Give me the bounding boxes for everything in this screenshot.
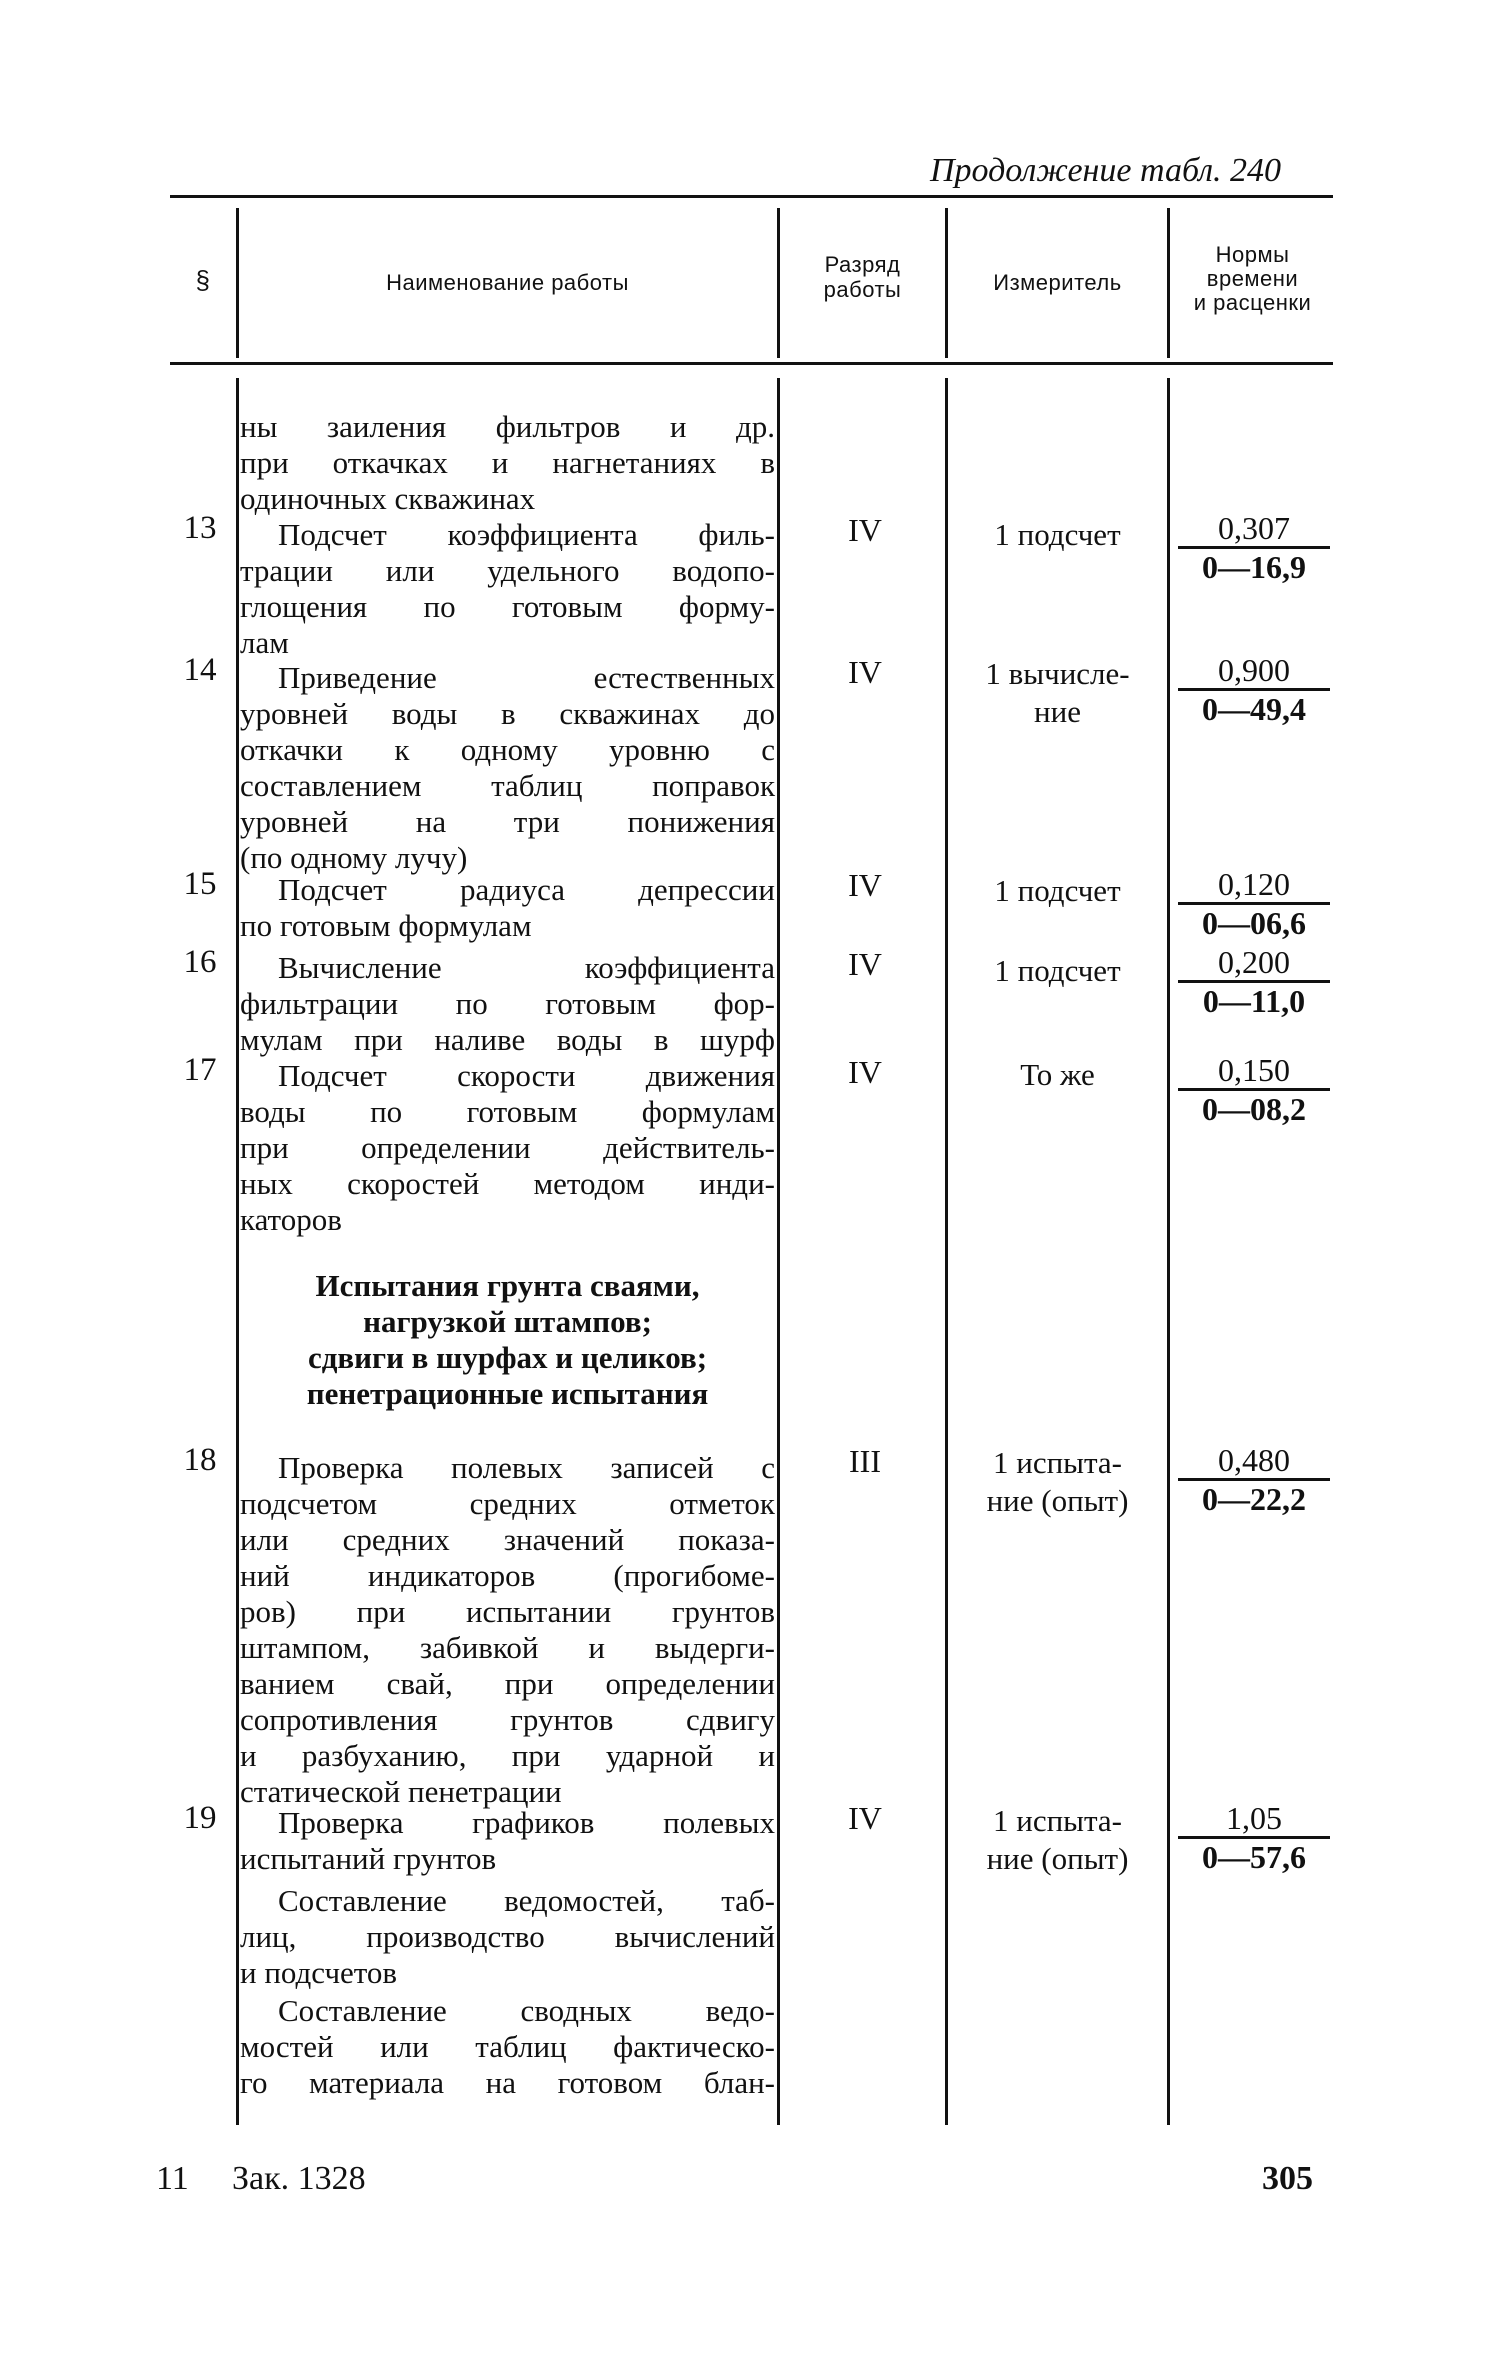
row-16-measure [950,952,1165,990]
row-13-grade: IV [848,512,882,548]
row-14-measure [950,655,1165,731]
row-15-grade: IV [848,867,882,903]
desc-line: Составление сводных ведо- [278,1993,775,2028]
desc-line: лиц, производство вычислений [240,1919,775,1954]
desc-line: ны заиления фильтров и др. [240,409,775,444]
time-norm: 1,05 [1226,1800,1282,1836]
desc-line: лам [240,625,289,660]
measure-line-1: 1 подсчет [994,517,1121,552]
row-19-norm [1178,1800,1330,1875]
measure-line-2: ние [1034,694,1081,729]
measure-line-1: 1 вычисле- [985,656,1130,691]
desc-line: составлением таблиц поправок [240,768,775,803]
header-measure: Измеритель [993,270,1122,295]
desc-line: фильтрации по готовым фор- [240,986,775,1021]
desc-line: при определении действитель- [240,1130,775,1165]
measure-line-2: ние (опыт) [986,1483,1129,1518]
header-work-name: Наименование работы [386,270,629,295]
desc-line: уровней на три понижения [240,804,775,839]
row-15-description [240,872,775,944]
desc-line: по готовым формулам [240,908,532,943]
desc-line: ванием свай, при определении [240,1666,775,1701]
body-divider-1 [236,378,239,2125]
footer-sheet-number: 11 [156,2160,189,2197]
rate-value: 0—06,6 [1178,902,1330,941]
measure-line-1: 1 подсчет [994,953,1121,988]
row-19-number: 19 [183,1800,217,1836]
row-15-number: 15 [183,866,217,902]
continuation-caption: Продолжение табл. 240 [930,152,1282,189]
desc-line: ний индикаторов (прогибоме- [240,1558,775,1593]
time-norm: 0,120 [1218,866,1290,902]
time-norm: 0,307 [1218,510,1290,546]
desc-line: штампом, забивкой и выдерги- [240,1630,775,1665]
row-19-summary-description [240,1993,775,2101]
row-19-measure [950,1802,1165,1878]
row-14-norm [1178,652,1330,727]
desc-line: уровней воды в скважинах до [240,696,775,731]
measure-line-1: 1 подсчет [994,873,1121,908]
row-16-number: 16 [183,944,217,980]
row-16-grade: IV [848,946,882,982]
measure-line-2: ние (опыт) [986,1841,1129,1876]
desc-line: Подсчет скорости движения [278,1058,775,1093]
desc-line: Приведение естественных [278,660,775,695]
row-16-norm [1178,944,1330,1019]
desc-line: и подсчетов [240,1955,398,1990]
time-norm: 0,900 [1218,652,1290,688]
header-bottom-rule [170,362,1333,365]
row-17-norm [1178,1052,1330,1127]
desc-line: при откачках и нагнетаниях в [240,445,775,480]
rate-value: 0—22,2 [1178,1478,1330,1517]
desc-line: откачки к одному уровню с [240,732,775,767]
section-heading-line: пенетрационные испытания [306,1376,709,1411]
desc-line: Подсчет коэффициента филь- [278,517,775,552]
desc-line: Проверка графиков полевых [278,1805,775,1840]
measure-line-1: То же [1020,1057,1095,1092]
section-heading [240,1268,775,1412]
body-divider-2 [777,378,780,2125]
body-divider-4 [1167,378,1170,2125]
section-heading-line: Испытания грунта сваями, [315,1268,700,1303]
row-17-number: 17 [183,1052,217,1088]
desc-line: каторов [240,1202,342,1237]
row-15-norm [1178,866,1330,941]
desc-line: ров) при испытании грунтов [240,1594,775,1629]
time-norm: 0,150 [1218,1052,1290,1088]
row-13-number: 13 [183,510,217,546]
desc-line: Составление ведомостей, таб- [278,1883,775,1918]
desc-line: испытаний грунтов [240,1841,497,1876]
row-19-grade: IV [848,1800,882,1836]
desc-line: подсчетом средних отметок [240,1486,775,1521]
body-divider-3 [945,378,948,2125]
desc-line: мулам при наливе воды в шурф [240,1022,775,1057]
row-13-description [240,517,775,661]
row-13-norm [1178,510,1330,585]
desc-line: одиночных скважинах [240,481,536,516]
rate-value: 0—49,4 [1178,688,1330,727]
measure-line-1: 1 испыта- [992,1445,1123,1480]
row-14-grade: IV [848,654,882,690]
header-grade-line-1: Разряд [824,252,901,277]
row-19-extra-description [240,1883,775,1991]
desc-line: мостей или таблиц фактическо- [240,2029,775,2064]
desc-line: и разбуханию, при ударной и [240,1738,775,1773]
table-top-rule [170,195,1333,198]
row-17-grade: IV [848,1054,882,1090]
row-19-description [240,1805,775,1877]
section-heading-line: нагрузкой штампов; [363,1304,652,1339]
page-number: 305 [1262,2160,1313,2197]
header-norms-line-2: времени [1206,266,1299,291]
footer-order: Зак. 1328 [232,2160,366,2197]
desc-line: воды по готовым формулам [240,1094,775,1129]
header-divider-1 [236,208,239,358]
row-17-measure [950,1056,1165,1094]
row-17-description [240,1058,775,1238]
desc-line: (по одному лучу) [240,840,468,875]
section-heading-line: сдвиги в шурфах и целиков; [307,1340,708,1375]
row-14-description [240,660,775,876]
header-norms-line-1: Нормы [1215,242,1290,267]
row-18-grade: III [849,1443,881,1479]
row-14-number: 14 [183,652,217,688]
rate-value: 0—08,2 [1178,1088,1330,1127]
row-18-description [240,1450,775,1810]
header-section-symbol: § [195,265,211,295]
row-18-number: 18 [183,1442,217,1478]
row-18-measure [950,1444,1165,1520]
header-grade-line-2: работы [823,277,902,302]
row-16-description [240,950,775,1058]
time-norm: 0,200 [1218,944,1290,980]
row-13-measure [950,516,1165,554]
time-norm: 0,480 [1218,1442,1290,1478]
row-15-measure [950,872,1165,910]
row-18-norm [1178,1442,1330,1517]
desc-line: сопротивления грунтов сдвигу [240,1702,775,1737]
desc-line: го материала на готовом блан- [240,2065,775,2100]
rate-value: 0—16,9 [1178,546,1330,585]
rate-value: 0—11,0 [1178,980,1330,1019]
measure-line-1: 1 испыта- [992,1803,1123,1838]
desc-line: трации или удельного водопо- [240,553,775,588]
desc-line: ных скоростей методом инди- [240,1166,775,1201]
header-norms [1170,243,1335,315]
desc-line: или средних значений показа- [240,1522,775,1557]
header-norms-line-3: и расценки [1193,290,1312,315]
header-work-grade [780,252,945,302]
desc-line: Проверка полевых записей с [278,1450,775,1485]
desc-line: Подсчет радиуса депрессии [278,872,775,907]
desc-line: Вычисление коэффициента [278,950,775,985]
row-continued-description [240,409,775,517]
desc-line: статической пенетрации [240,1774,562,1809]
desc-line: глощения по готовым форму- [240,589,775,624]
rate-value: 0—57,6 [1178,1836,1330,1875]
